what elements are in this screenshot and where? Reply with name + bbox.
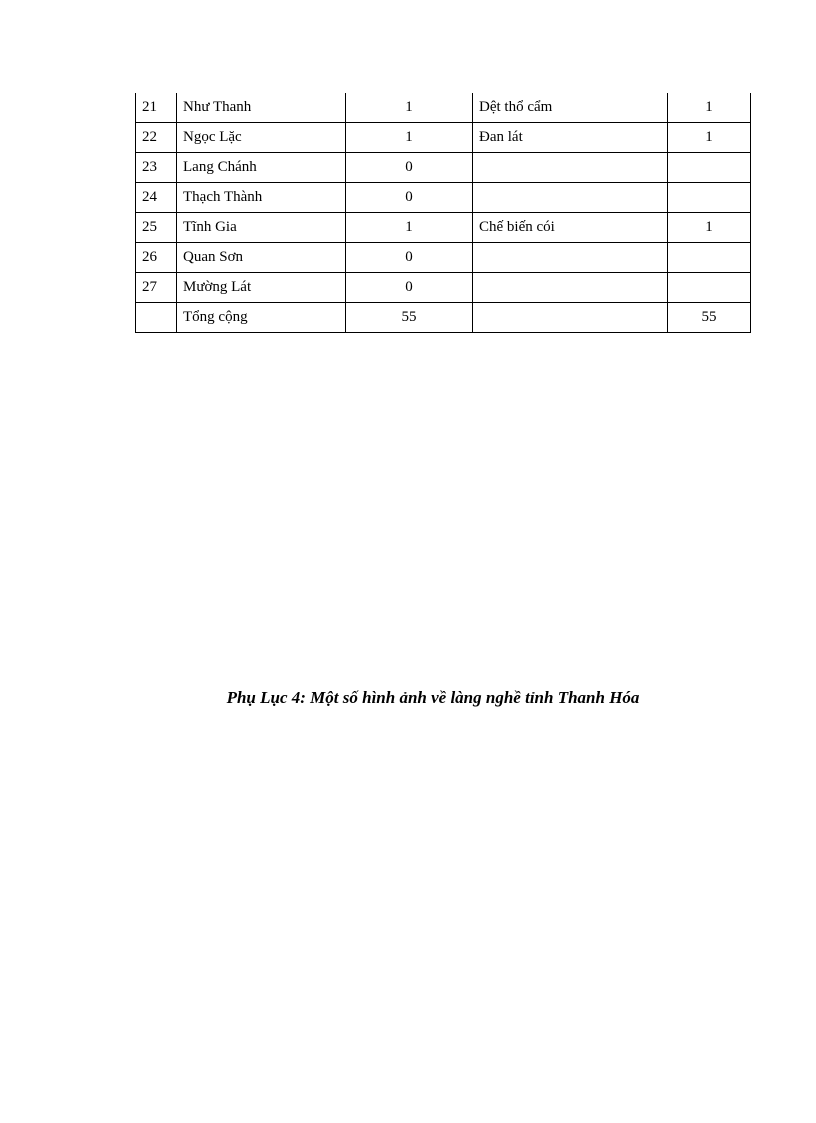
village-count: 1 <box>346 213 473 243</box>
craft-count <box>668 273 751 303</box>
appendix-heading: Phụ Lục 4: Một số hình ảnh về làng nghề tỉnh Thanh Hóa <box>226 688 640 707</box>
row-number: 21 <box>136 93 177 123</box>
craft-village-table <box>135 93 751 333</box>
row-number: 27 <box>136 273 177 303</box>
table-row <box>136 123 751 153</box>
village-count: 1 <box>346 123 473 153</box>
total-village-count: 55 <box>346 303 473 333</box>
table-row <box>136 153 751 183</box>
craft-count <box>668 153 751 183</box>
table-total-row <box>136 303 751 333</box>
craft-type: Chế biến cói <box>473 213 668 243</box>
table-row <box>136 273 751 303</box>
table-row <box>136 213 751 243</box>
craft-count: 1 <box>668 93 751 123</box>
district-name: Ngọc Lặc <box>177 123 346 153</box>
village-count: 0 <box>346 243 473 273</box>
total-craft-count: 55 <box>668 303 751 333</box>
table-row <box>136 93 751 123</box>
village-count: 1 <box>346 93 473 123</box>
district-name: Mường Lát <box>177 273 346 303</box>
village-count: 0 <box>346 183 473 213</box>
district-name: Lang Chánh <box>177 153 346 183</box>
district-name: Như Thanh <box>177 93 346 123</box>
village-count: 0 <box>346 273 473 303</box>
craft-type <box>473 303 668 333</box>
row-number: 25 <box>136 213 177 243</box>
district-name: Thạch Thành <box>177 183 346 213</box>
row-number: 22 <box>136 123 177 153</box>
total-label: Tổng cộng <box>177 303 346 333</box>
row-number <box>136 303 177 333</box>
table-row <box>136 183 751 213</box>
craft-type: Dệt thổ cẩm <box>473 93 668 123</box>
craft-count: 1 <box>668 213 751 243</box>
row-number: 23 <box>136 153 177 183</box>
craft-type: Đan lát <box>473 123 668 153</box>
craft-count <box>668 243 751 273</box>
district-name: Tĩnh Gia <box>177 213 346 243</box>
row-number: 24 <box>136 183 177 213</box>
craft-count: 1 <box>668 123 751 153</box>
table-row <box>136 243 751 273</box>
craft-count <box>668 183 751 213</box>
district-name: Quan Sơn <box>177 243 346 273</box>
craft-type <box>473 183 668 213</box>
craft-type <box>473 243 668 273</box>
craft-type <box>473 153 668 183</box>
village-count: 0 <box>346 153 473 183</box>
row-number: 26 <box>136 243 177 273</box>
craft-type <box>473 273 668 303</box>
